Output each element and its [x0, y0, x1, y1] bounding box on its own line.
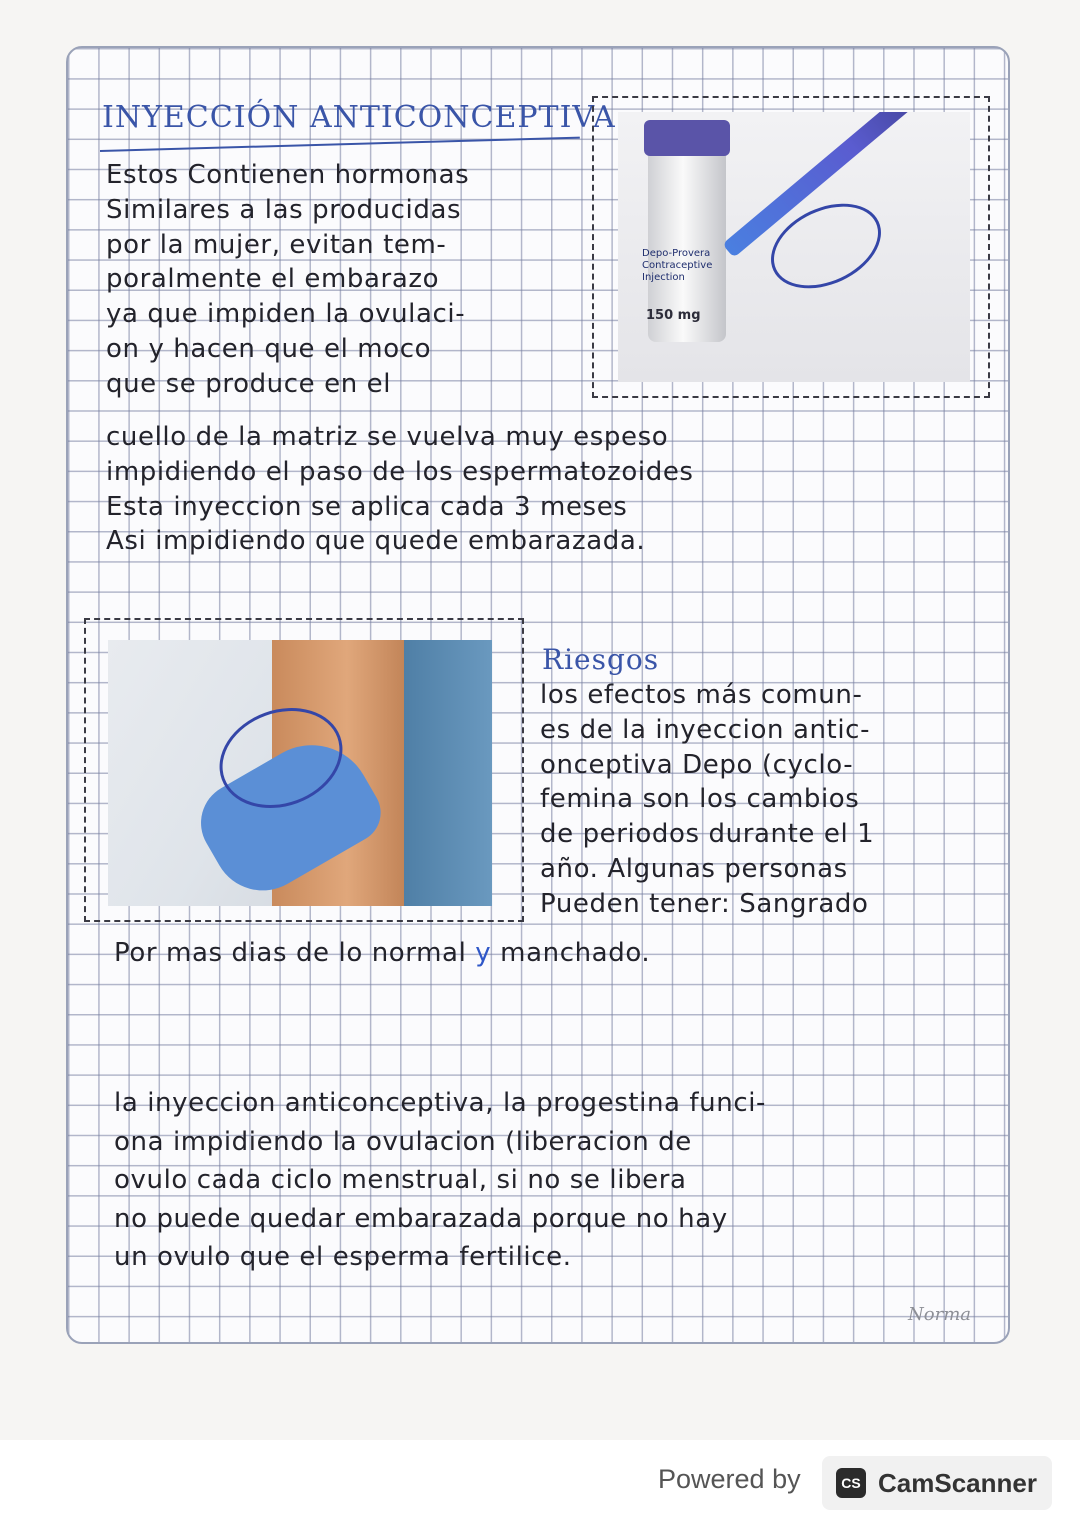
- text-line: cuello de la matriz se vuelva muy espeso: [106, 422, 669, 452]
- risks-text: [540, 678, 874, 922]
- text-line: año. Algunas personas: [540, 853, 848, 884]
- text-line: femina son los cambios: [540, 784, 860, 815]
- paragraph-text: [106, 420, 694, 559]
- vial-label: [642, 248, 712, 284]
- intro-text: [106, 158, 469, 402]
- sleeve: [404, 640, 492, 906]
- vial-label-line: Contraceptive: [642, 260, 713, 271]
- text-line: que se produce en el: [106, 368, 392, 399]
- camscanner-icon: CS: [836, 1468, 866, 1498]
- text-line: ovulo cada ciclo menstrual, si no se libera: [114, 1165, 687, 1195]
- camscanner-badge: [822, 1456, 1052, 1510]
- notebook-brand-logo: Norma: [908, 1304, 971, 1325]
- powered-by-text: Powered by: [658, 1464, 801, 1494]
- text-line: Estos Contienen hormonas: [106, 160, 470, 190]
- text-line: ya que impiden la ovulaci-: [106, 299, 466, 330]
- text-line: un ovulo que el esperma fertilice.: [114, 1242, 572, 1272]
- camscanner-name: CamScanner: [878, 1468, 1037, 1498]
- vial-cap: [644, 120, 730, 156]
- vial-label-line: Injection: [642, 272, 685, 283]
- text-line: por la mujer, evitan tem-: [106, 229, 447, 260]
- vial-photo: [618, 112, 970, 382]
- text-line: impidiendo el paso de los espermatozoides: [106, 456, 694, 487]
- text-line: poralmente el embarazo: [106, 264, 440, 295]
- text-line: Esta inyeccion se aplica cada 3 meses: [106, 491, 628, 522]
- risks-end-line: [114, 936, 650, 971]
- text-line: Asi impidiendo que quede embarazada.: [106, 526, 646, 557]
- text-line: es de la inyeccion antic-: [540, 714, 871, 745]
- text-segment: y: [475, 938, 492, 968]
- text-line: on y hacen que el moco: [106, 333, 432, 364]
- text-line: onceptiva Depo (cyclo-: [540, 749, 854, 780]
- text-line: los efectos más comun-: [540, 680, 863, 710]
- text-line: Similares a las producidas: [106, 194, 462, 225]
- vial-dose: 150 mg: [646, 308, 701, 323]
- text-line: ona impidiendo la ovulacion (liberacion de: [114, 1126, 692, 1157]
- injection-photo: [108, 640, 492, 906]
- text-line: Pueden tener: Sangrado: [540, 888, 869, 919]
- final-paragraph: [114, 1084, 766, 1277]
- text-segment: manchado.: [500, 938, 651, 968]
- text-line: no puede quedar embarazada porque no hay: [114, 1203, 728, 1234]
- vial-label-line: Depo-Provera: [642, 248, 711, 259]
- text-segment: Por mas dias de lo normal: [114, 938, 467, 968]
- text-line: la inyeccion anticonceptiva, la progestina funci-: [114, 1088, 767, 1118]
- text-line: de periodos durante el 1: [540, 819, 875, 850]
- risks-heading: Riesgos: [542, 643, 660, 676]
- page-title: INYECCIÓN ANTICONCEPTIVA: [102, 100, 616, 135]
